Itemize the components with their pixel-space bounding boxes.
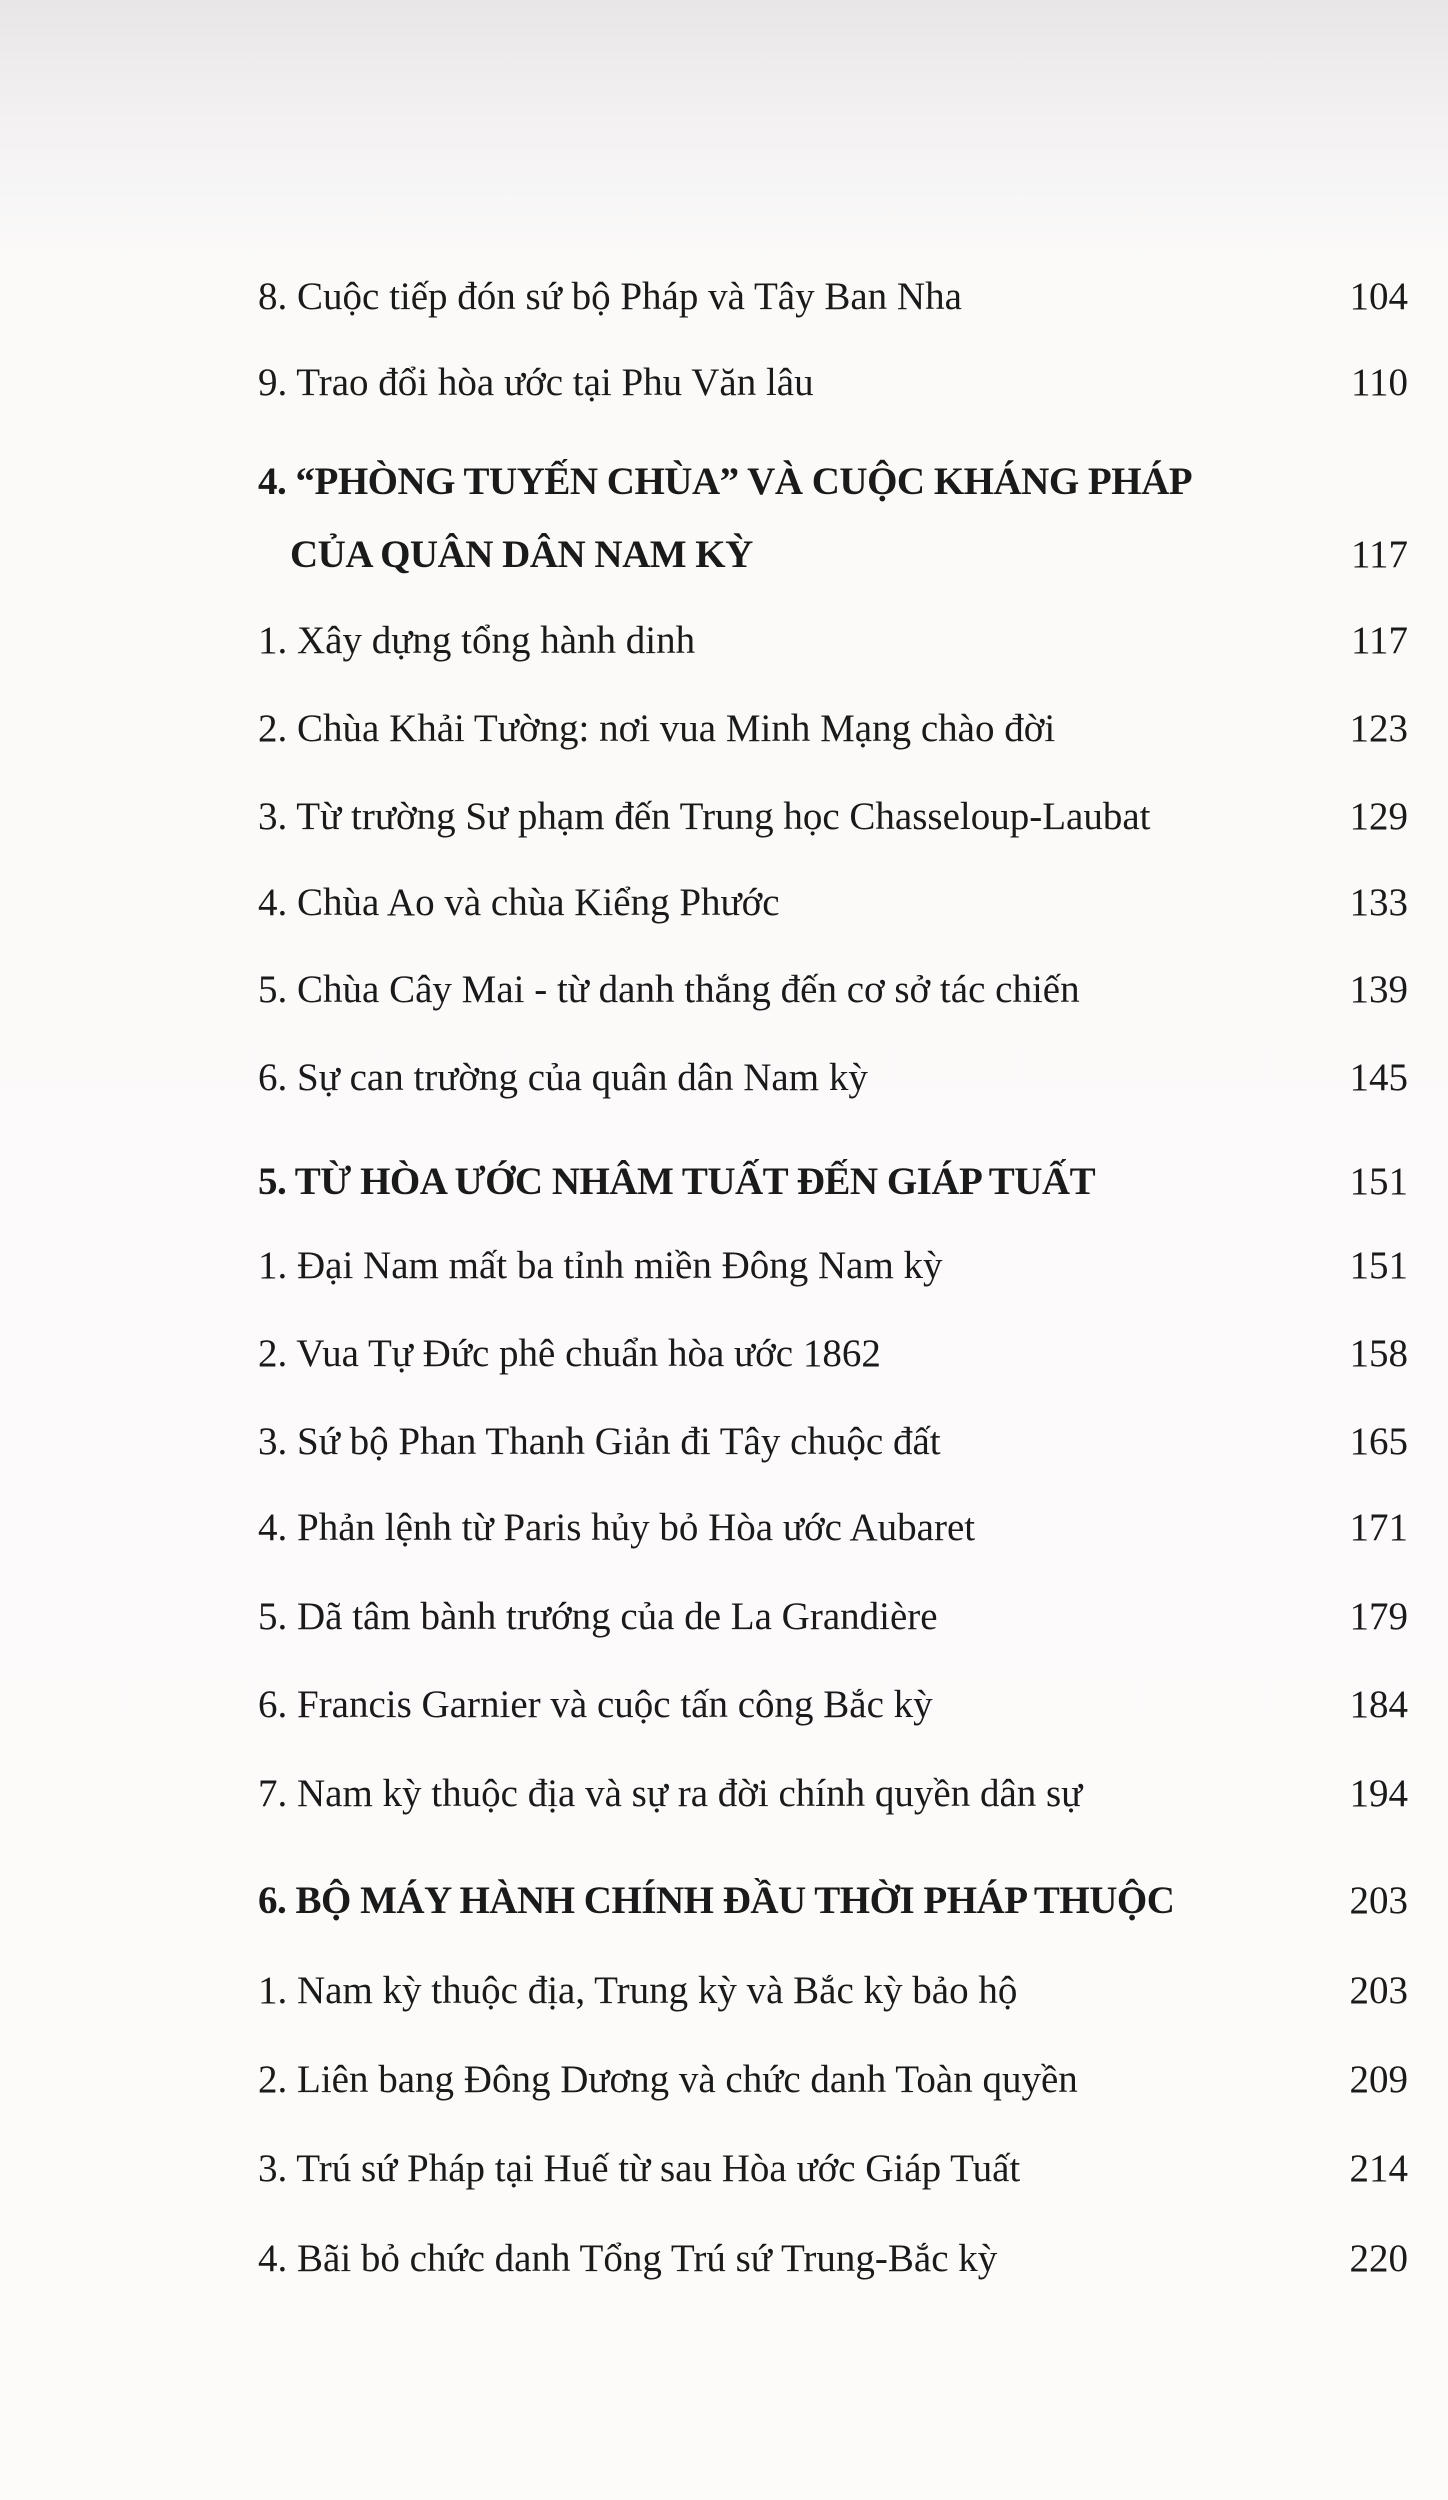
toc-entry-page: 214 [1349,2147,1408,2190]
toc-entry-title: 6. Francis Garnier và cuộc tấn công Bắc kỳ [258,1683,933,1726]
toc-entry-page: 129 [1349,795,1408,838]
toc-section-heading [258,1152,1408,1212]
toc-entry-title: 1. Nam kỳ thuộc địa, Trung kỳ và Bắc kỳ bảo hộ [258,1969,1018,2012]
toc-entry-title: 2. Vua Tự Đức phê chuẩn hòa ước 1862 [258,1332,881,1375]
toc-entry [258,1498,1408,1558]
toc-entry [258,1675,1408,1735]
toc-entry-page: 194 [1349,1772,1408,1815]
toc-entry [258,611,1408,671]
toc-entry-page: 179 [1349,1595,1408,1638]
toc-entry [258,2139,1408,2199]
toc-entry [258,1048,1408,1108]
toc-entry-title: 8. Cuộc tiếp đón sứ bộ Pháp và Tây Ban Nha [258,275,962,318]
toc-entry [258,1412,1408,1472]
toc-entry-title: 4. “PHÒNG TUYẾN CHÙA” VÀ CUỘC KHÁNG PHÁP [258,460,1193,503]
toc-entry-title: 9. Trao đổi hòa ước tại Phu Văn lâu [258,361,814,404]
toc-entry [258,1236,1408,1296]
toc-entry-title: 1. Xây dựng tổng hành dinh [258,619,696,662]
toc-entry-title: 3. Trú sứ Pháp tại Huế từ sau Hòa ước Giáp Tuất [258,2147,1021,2190]
toc-entry [258,1324,1408,1384]
toc-entry [258,1961,1408,2021]
toc-entry-page: 117 [1350,533,1408,576]
toc-entry [258,699,1408,759]
toc-entry-page: 151 [1349,1244,1408,1287]
toc-entry-page: 220 [1349,2237,1408,2280]
toc-entry-page: 133 [1349,881,1408,924]
toc-entry-title: 6. Sự can trường của quân dân Nam kỳ [258,1056,868,1099]
toc-entry-page: 110 [1350,361,1408,404]
toc-entry [258,787,1408,847]
toc-entry-title: 3. Từ trường Sư phạm đến Trung học Chasseloup-Laubat [258,795,1151,838]
toc-entry-page: 171 [1349,1506,1408,1549]
toc-section-heading [258,452,1408,512]
toc-entry-page: 184 [1349,1683,1408,1726]
toc-entry-title: CỦA QUÂN DÂN NAM KỲ [290,533,753,576]
toc-entry-page: 145 [1349,1056,1408,1099]
toc-entry-title: 4. Phản lệnh từ Paris hủy bỏ Hòa ước Aubaret [258,1506,976,1549]
toc-entry [258,2050,1408,2110]
toc-entry [258,873,1408,933]
toc-entry [258,267,1408,327]
toc-entry-page: 203 [1349,1969,1408,2012]
toc-section-heading [258,525,1408,585]
toc-entry-title: 5. TỪ HÒA ƯỚC NHÂM TUẤT ĐẾN GIÁP TUẤT [258,1160,1096,1203]
toc-entry-title: 5. Chùa Cây Mai - từ danh thắng đến cơ sở tác chiến [258,968,1080,1011]
toc-section-heading [258,1871,1408,1931]
toc-entry [258,1587,1408,1647]
toc-entry-title: 6. BỘ MÁY HÀNH CHÍNH ĐẦU THỜI PHÁP THUỘC [258,1879,1175,1922]
toc-entry-page: 203 [1349,1879,1408,1922]
toc-entry [258,2229,1408,2289]
toc-entry-title: 4. Bãi bỏ chức danh Tổng Trú sứ Trung-Bắc kỳ [258,2237,998,2280]
toc-entry-page: 104 [1349,275,1408,318]
toc-entry-page: 117 [1350,619,1408,662]
toc-entry [258,353,1408,413]
toc-entry-page: 165 [1349,1420,1408,1463]
toc-entry-page: 209 [1349,2058,1408,2101]
toc-entry [258,960,1408,1020]
toc-entry-title: 4. Chùa Ao và chùa Kiểng Phước [258,881,780,924]
toc-entry-page: 139 [1349,968,1408,1011]
toc-entry-title: 7. Nam kỳ thuộc địa và sự ra đời chính quyền dân sự [258,1772,1083,1815]
toc-entry-title: 5. Dã tâm bành trướng của de La Grandière [258,1595,938,1638]
toc-entry-page: 123 [1349,707,1408,750]
toc-entry-title: 3. Sứ bộ Phan Thanh Giản đi Tây chuộc đất [258,1420,941,1463]
toc-entry-page: 151 [1349,1160,1408,1203]
toc-entry-page: 158 [1349,1332,1408,1375]
toc-entry [258,1764,1408,1824]
toc-entry-title: 2. Chùa Khải Tường: nơi vua Minh Mạng chào đời [258,707,1056,750]
toc-entry-title: 2. Liên bang Đông Dương và chức danh Toàn quyền [258,2058,1078,2101]
toc-entry-title: 1. Đại Nam mất ba tỉnh miền Đông Nam kỳ [258,1244,943,1287]
